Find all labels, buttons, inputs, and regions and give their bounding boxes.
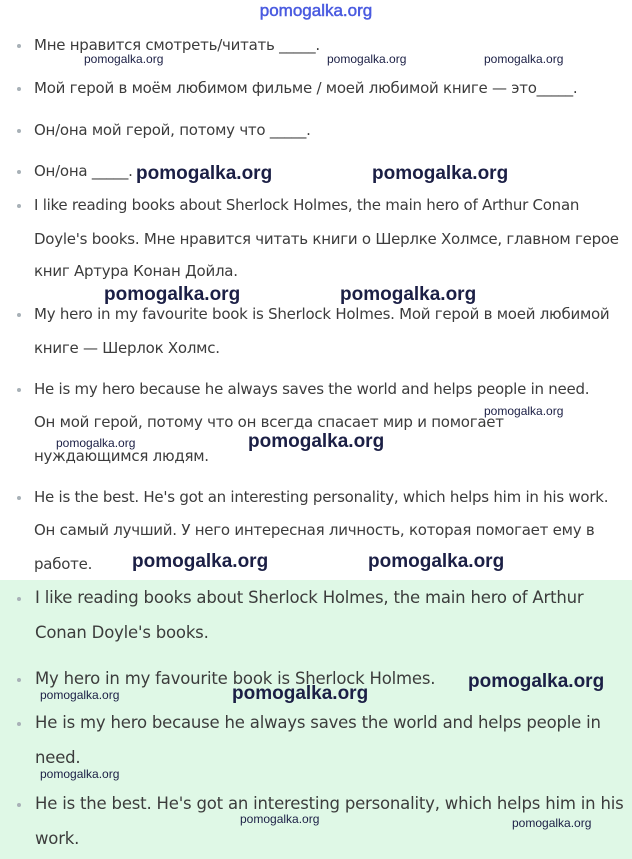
line-text: Он мой герой, потому что он всегда спасает мир и помогает bbox=[34, 413, 504, 431]
line-text: Conan Doyle's books. bbox=[35, 623, 209, 642]
watermark: pomogalka.org bbox=[372, 163, 509, 184]
line-text: My hero in my favourite book is Sherlock Holmes. bbox=[35, 669, 436, 688]
bullet-icon bbox=[17, 313, 21, 317]
line-text: He is the best. He's got an interesting personality, which helps him in his work. bbox=[34, 488, 609, 506]
bullet-icon bbox=[17, 87, 21, 91]
list-item-text: Мне нравится смотреть/читать _____. bbox=[34, 36, 320, 54]
line-text: need. bbox=[35, 748, 81, 767]
watermark: pomogalka.org bbox=[468, 671, 605, 692]
line-text: work. bbox=[35, 829, 80, 848]
watermark: pomogalka.org bbox=[232, 683, 369, 704]
line-text: I like reading books about Sherlock Holmes, the main hero of Arthur Conan bbox=[34, 196, 580, 214]
bullet-icon bbox=[17, 803, 21, 807]
watermark: pomogalka.org bbox=[327, 52, 407, 66]
watermark: pomogalka.org bbox=[340, 284, 477, 305]
bullet-icon bbox=[17, 496, 21, 500]
line-text: книг Артура Конан Дойла. bbox=[34, 262, 238, 280]
list-item-text: Он/она мой герой, потому что _____. bbox=[34, 121, 311, 139]
bullet-icon bbox=[17, 44, 21, 48]
bullet-icon bbox=[17, 678, 21, 682]
watermark: pomogalka.org bbox=[104, 284, 241, 305]
watermark: pomogalka.org bbox=[484, 52, 564, 66]
line-text: работе. bbox=[34, 555, 93, 573]
watermark: pomogalka.org bbox=[512, 816, 592, 830]
watermark: pomogalka.org bbox=[40, 767, 120, 781]
watermark: pomogalka.org bbox=[248, 431, 385, 452]
line-text: He is my hero because he always saves the world and helps people in need. bbox=[34, 380, 590, 398]
line-text: He is my hero because he always saves the world and helps people in bbox=[35, 713, 601, 732]
watermark: pomogalka.org bbox=[84, 52, 164, 66]
bullet-icon bbox=[17, 204, 21, 208]
watermark: pomogalka.org bbox=[56, 436, 136, 450]
watermark: pomogalka.org bbox=[136, 163, 273, 184]
line-text: Doyle's books. Мне нравится читать книги о Шерлке Холмсе, главном герое bbox=[34, 230, 619, 248]
watermark: pomogalka.org bbox=[132, 551, 269, 572]
list-item-text: Мой герой в моём любимом фильме / моей любимой книге — это_____. bbox=[34, 79, 578, 97]
watermark: pomogalka.org bbox=[368, 551, 505, 572]
bullet-icon bbox=[17, 722, 21, 726]
header-watermark: pomogalka.org bbox=[259, 1, 373, 20]
watermark: pomogalka.org bbox=[484, 404, 564, 418]
watermark: pomogalka.org bbox=[240, 812, 320, 826]
line-text: книге — Шерлок Холмс. bbox=[34, 339, 220, 357]
watermark: pomogalka.org bbox=[40, 688, 120, 702]
line-text: Он самый лучший. У него интересная личность, которая помогает ему в bbox=[34, 521, 595, 539]
line-text: I like reading books about Sherlock Holmes, the main hero of Arthur bbox=[35, 588, 584, 607]
bullet-icon bbox=[17, 129, 21, 133]
bullet-icon bbox=[17, 170, 21, 174]
bullet-icon bbox=[17, 388, 21, 392]
line-text: нуждающимся людям. bbox=[34, 447, 209, 465]
bullet-icon bbox=[17, 597, 21, 601]
line-text: My hero in my favourite book is Sherlock Holmes. Мой герой в моей любимой bbox=[34, 305, 610, 323]
list-item-text: Он/она _____. bbox=[34, 162, 133, 180]
line-text: He is the best. He's got an interesting personality, which helps him in his bbox=[35, 794, 624, 813]
